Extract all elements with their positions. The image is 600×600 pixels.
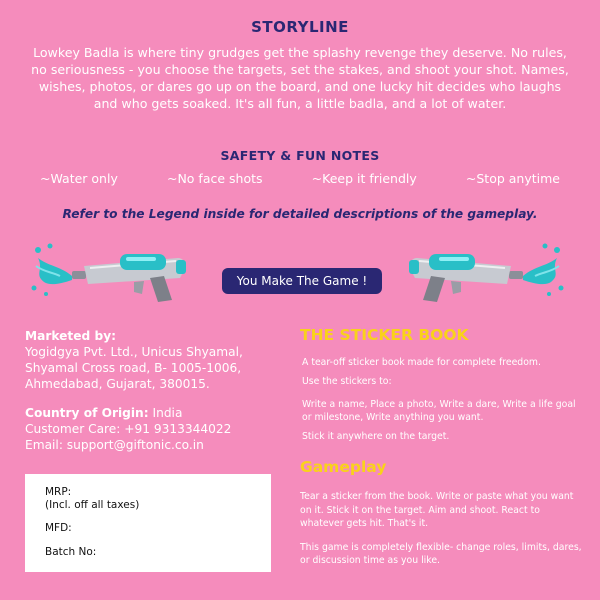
mrp-note: (Incl. off all taxes) [45, 499, 140, 511]
mrp-label: MRP: [45, 486, 72, 498]
mfd-label: MFD: [45, 522, 72, 534]
gameplay-title: Gameplay [300, 458, 387, 476]
storyline-body: Lowkey Badla is where tiny grudges get the splashy revenge they deserve. No rules, no seriousness - you choose the targets, set the stakes, and shoot your shot. Names, wishes, photos, or dares go up on the board, and one lucky hit decides who laughs and who gets soaked. It's all fun, a little badla, and a lot of water. [31, 45, 569, 111]
gameplay-paragraph: Tear a sticker from the book. Write or paste what you want on it. Stick it on the target. Aim and shoot. React to whatever gets hit. That's it. [300, 491, 574, 529]
customer-care: Customer Care: +91 9313344022 [25, 422, 232, 436]
storyline-title: STORYLINE [251, 18, 349, 36]
sticker-paragraph: A tear-off sticker book made for complete freedom. [302, 357, 541, 368]
mrp-info-box [25, 474, 271, 572]
sticker-book-text [302, 356, 587, 449]
make-game-badge: You Make The Game ! [222, 268, 382, 294]
sticker-paragraph: Write a name, Place a photo, Write a dare, Write a life goal or milestone, Write anything you want. [302, 399, 576, 423]
gameplay-text [300, 490, 585, 578]
marketed-by-block [25, 328, 285, 392]
sticker-paragraph: Stick it anywhere on the target. [302, 431, 450, 442]
address-line: Yogidgya Pvt. Ltd., Unicus Shyamal, [25, 345, 243, 359]
contact-block [25, 405, 285, 453]
safety-note: ~Water only [40, 171, 118, 186]
legend-note: Refer to the Legend inside for detailed descriptions of the gameplay. [62, 207, 538, 221]
safety-note: ~Keep it friendly [311, 171, 417, 186]
support-email: Email: support@giftonic.co.in [25, 438, 204, 452]
sticker-paragraph: Use the stickers to: [302, 376, 392, 387]
water-gun-icon [30, 236, 190, 306]
sticker-book-title: THE STICKER BOOK [300, 326, 469, 344]
batch-label: Batch No: [45, 546, 97, 558]
origin-value: India [152, 406, 183, 420]
address-line: Shyamal Cross road, B- 1005-1006, [25, 361, 242, 375]
address-line: Ahmedabad, Gujarat, 380015. [25, 377, 210, 391]
gameplay-paragraph: This game is completely flexible- change roles, limits, dares, or discussion time as you like. [300, 541, 582, 566]
safety-notes [40, 171, 560, 186]
safety-note: ~Stop anytime [465, 171, 560, 186]
safety-title: SAFETY & FUN NOTES [220, 148, 380, 163]
safety-note: ~No face shots [166, 171, 263, 186]
origin-label: Country of Origin: [25, 406, 149, 420]
marketed-by-label: Marketed by: [25, 329, 117, 343]
water-gun-icon [405, 236, 565, 306]
